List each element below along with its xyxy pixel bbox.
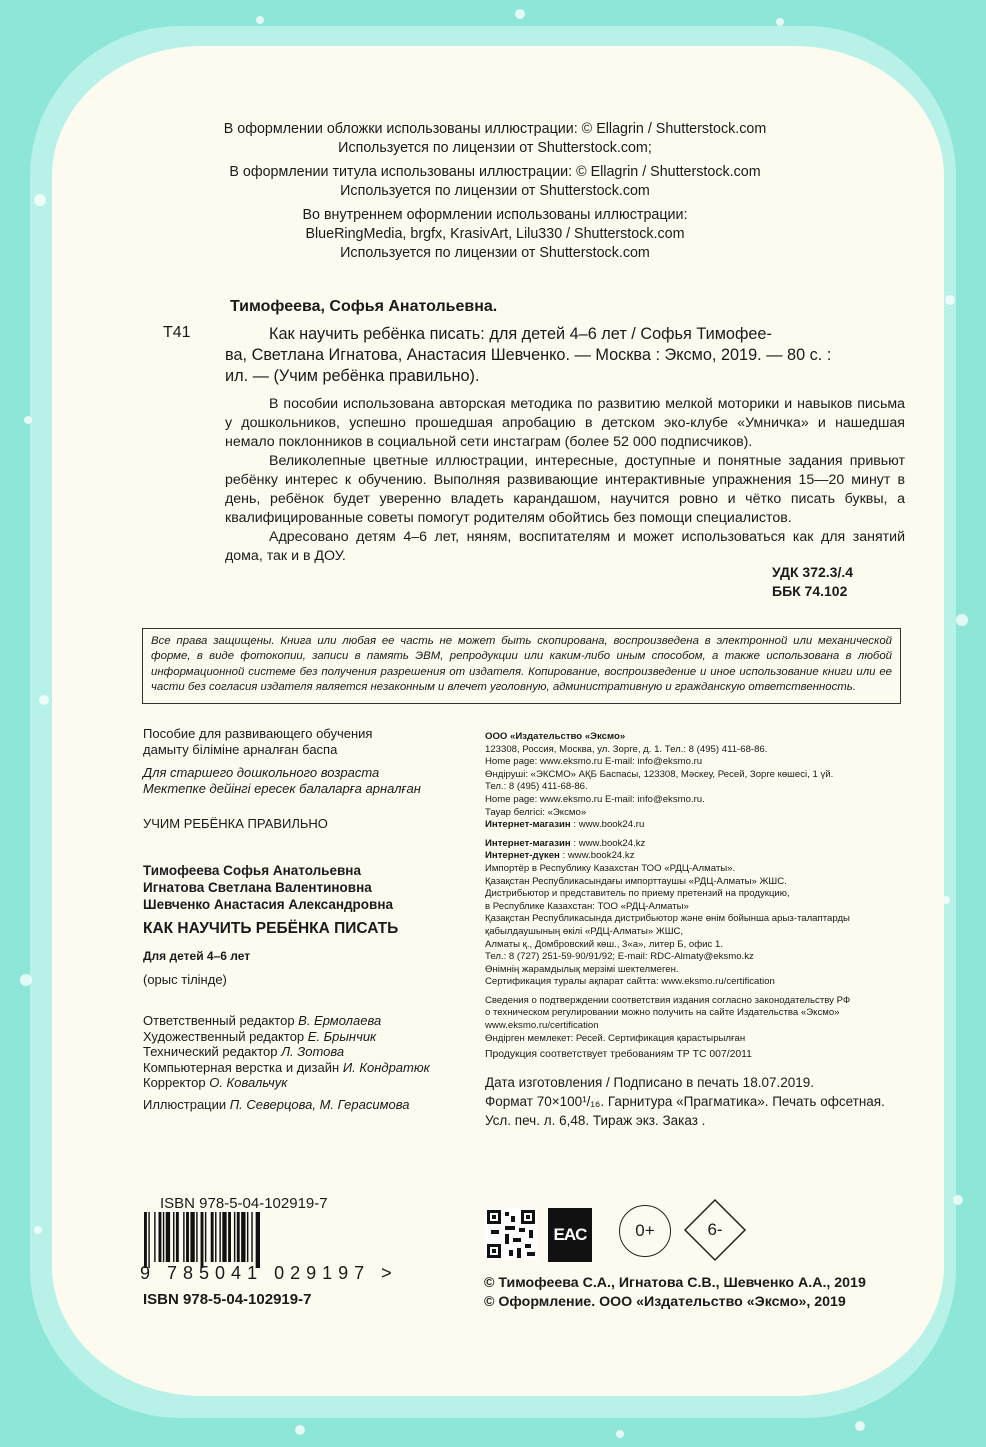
credit-line: Используется по лицензии от Shutterstock.com <box>340 183 650 199</box>
age-rating-6-label: 6- <box>707 1220 723 1239</box>
bbk-code: ББК 74.102 <box>772 583 848 599</box>
cert-line: о техническом регулировании можно получить на сайте Издательства «Эксмо» <box>485 1007 840 1019</box>
bibliographic-record <box>225 324 905 387</box>
age-rating-0-icon: 0+ <box>619 1205 671 1257</box>
shop-label: Интернет-магазин <box>485 819 571 831</box>
publisher-line: Home page: www.eksmo.ru E-mail: info@eksmo.ru. <box>485 793 705 805</box>
credit-line: Во внутреннем оформлении использованы иллюстрации: <box>302 207 688 223</box>
publisher-line: Қазақстан Республикасындағы импорттаушы «РДЦ-Алматы» ЖШС. <box>485 875 787 887</box>
barcode-bar <box>241 1212 245 1262</box>
publisher-line: Тауар белгісі: «Эксмо» <box>485 806 587 818</box>
barcode-bar <box>176 1212 179 1262</box>
print-details <box>485 1073 885 1130</box>
annotation <box>225 395 905 566</box>
publisher-line: 123308, Россия, Москва, ул. Зорге, д. 1. Тел.: 8 (495) 411-68-86. <box>485 743 768 755</box>
udk-code: УДК 372.3/.4 <box>772 564 854 580</box>
annotation-paragraph: В пособии использована авторская методика по развитию мелкой моторики и навыков письма у дошкольников, успешно прошедшая апробацию в детском эко-клубе «Умничка» и нашедшая немало поклонников в социальной сети инстаграм (более 52 000 подписчиков). <box>225 396 905 450</box>
staff-line <box>143 1029 430 1045</box>
credit-line: Используется по лицензии от Shutterstock.com <box>340 245 650 261</box>
copyright-line: © Оформление. ООО «Издательство «Эксмо», 2019 <box>484 1294 846 1310</box>
publisher-block <box>485 731 905 1062</box>
credit-line: BlueRingMedia, brgfx, KrasivArt, Lilu330 / Shutterstock.com <box>305 226 685 242</box>
staff-line <box>143 1013 430 1029</box>
publisher-name: ООО «Издательство «Эксмо» <box>485 731 626 742</box>
staff-person: В. Ермолаева <box>298 1013 382 1028</box>
barcode-bar <box>251 1212 252 1262</box>
rights-notice: Все права защищены. Книга или любая ее часть не может быть скопирована, воспроизведена в электронной или механической форме, в виде фотокопии, записи в память ЭВМ, репродукции или каким-либо иным способом, а также использована в любой информационной системе без получения разрешения от издателя. Копирование, воспроизведение и иное использование книги или ее части без согласия издателя является незаконным и влечет уголовную, административную и гражданскую ответственность. <box>142 628 901 704</box>
staff-role: Ответственный редактор <box>143 1013 299 1028</box>
purpose-line: Пособие для развивающего обучения <box>143 726 373 741</box>
series-name: УЧИМ РЕБЁНКА ПРАВИЛЬНО <box>143 816 328 831</box>
age-line: Для старшего дошкольного возраста <box>143 765 380 780</box>
shop-url: : www.book24.ru <box>570 819 645 831</box>
publisher-line: Өндіруші: «ЭКСМО» АҚБ Баспасы, 123308, Мәскеу, Ресей, Зорге көшесі, 1 үй. <box>485 768 834 780</box>
qr-code-icon <box>485 1208 537 1260</box>
barcode-bar <box>201 1212 204 1268</box>
publisher-line: Тел.: 8 (727) 251-59-90/91/92; E-mail: RDC-Almaty@eksmo.kz <box>485 951 754 963</box>
barcode-bar <box>211 1212 214 1262</box>
inner-credits <box>150 206 840 263</box>
shop-label: Интернет-магазин <box>485 837 571 849</box>
author-name: Игнатова Светлана Валентиновна <box>143 880 372 895</box>
staff-line <box>143 1044 430 1060</box>
barcode-bar <box>154 1212 155 1262</box>
bib-line: Как научить ребёнка писать: для детей 4–6 лет / Софья Тимофее- <box>269 325 772 343</box>
publisher-line: Импортёр в Республику Казахстан ТОО «РДЦ-Алматы». <box>485 862 736 874</box>
staff-role: Художественный редактор <box>143 1028 308 1044</box>
print-line: Усл. печ. л. 6,48. Тираж экз. Заказ . <box>485 1113 706 1128</box>
staff-person: О. Ковальчук <box>209 1075 288 1090</box>
print-line: Формат 70×100¹/₁₆. Гарнитура «Прагматика». Печать офсетная. <box>485 1094 885 1109</box>
barcode-bar <box>163 1212 164 1262</box>
barcode-bar <box>196 1212 197 1262</box>
author-name: Шевченко Анастасия Александровна <box>143 897 394 912</box>
staff-person: П. Северцова, М. Герасимова <box>229 1097 410 1112</box>
credit-line: Используется по лицензии от Shutterstock.com; <box>338 140 652 156</box>
publisher-line: Home page: www.eksmo.ru E-mail: info@eksmo.ru <box>485 756 703 768</box>
barcode-bar <box>219 1212 220 1262</box>
purpose-line: дамыту біліміне арналған баспа <box>143 742 338 757</box>
catalog-author: Тимофеева, Софья Анатольевна. <box>230 298 498 315</box>
shop-url: : www.book24.kz <box>559 850 635 862</box>
illustrators <box>143 1097 409 1113</box>
barcode-bar <box>215 1212 216 1262</box>
staff-role: Технический редактор <box>143 1044 282 1059</box>
staff-role: Компьютерная верстка и дизайн <box>143 1059 343 1075</box>
shop-label: Интернет-дүкен <box>485 850 560 862</box>
barcode-bar <box>144 1212 147 1268</box>
catalog-code: Т41 <box>163 324 191 341</box>
copyright-block <box>484 1274 866 1312</box>
staff-person: Л. Зотова <box>281 1044 345 1059</box>
barcode-bar <box>159 1212 162 1262</box>
author-name: Тимофеева Софья Анатольевна <box>143 863 361 878</box>
annotation-paragraph: Адресовано детям 4–6 лет, няням, воспитателям и может использоваться как для занятий дома, так и в ДОУ. <box>225 529 905 564</box>
cover-credits <box>150 120 840 158</box>
barcode-bar <box>222 1212 226 1262</box>
title-credits <box>150 163 840 201</box>
staff-line <box>143 1060 430 1076</box>
isbn-bottom: ISBN 978-5-04-102919-7 <box>143 1291 312 1308</box>
age-block <box>143 765 421 797</box>
publisher-line: Тел.: 8 (495) 411-68-86. <box>485 781 588 793</box>
publisher-line: Дистрибьютор и представитель по приему претензий на продукцию, <box>485 888 790 900</box>
staff-role: Иллюстрации <box>143 1097 230 1112</box>
barcode-bar <box>166 1212 170 1262</box>
barcode-bar <box>186 1212 189 1262</box>
barcode-digits: 9 785041 029197 > <box>140 1263 398 1283</box>
barcode-bar <box>247 1212 248 1262</box>
staff-role: Корректор <box>143 1075 210 1090</box>
publisher-line: Қазақстан Республикасында дистрибьютор және өнім бойынша арыз-талаптарды <box>485 913 850 925</box>
for-ages: Для детей 4–6 лет <box>143 949 251 963</box>
print-line: Дата изготовления / Подписано в печать 18.07.2019. <box>485 1075 814 1090</box>
language-note: (орыс тілінде) <box>143 972 227 987</box>
bib-line: ва, Светлана Игнатова, Анастасия Шевченко. — Москва : Эксмо, 2019. — 80 с. : <box>225 346 832 364</box>
cert-line: Өндірген мемлекет: Ресей. Сертификация қарастырылған <box>485 1032 746 1044</box>
publisher-line: Өнімнің жарамдылық мерзімі шектелмеген. <box>485 963 679 975</box>
barcode-bar <box>234 1212 235 1262</box>
shop-url: : www.book24.kz <box>570 837 646 849</box>
credit-line: В оформлении обложки использованы иллюстрации: © Ellagrin / Shutterstock.com <box>223 121 767 137</box>
staff-person: Е. Брынчик <box>307 1028 377 1044</box>
staff-line <box>143 1075 430 1091</box>
cert-line: Сведения о подтверждении соответствия издания согласно законодательству РФ <box>485 994 851 1006</box>
publisher-line: Сертификация туралы ақпарат сайтта: www.eksmo.ru/certification <box>485 976 775 988</box>
authors-block <box>143 862 393 913</box>
cert-line: www.eksmo.ru/certification <box>485 1020 599 1032</box>
staff-person: И. Кондратюк <box>342 1059 430 1075</box>
eac-mark-icon: EAC <box>548 1208 592 1262</box>
publisher-line: қабылдаушының өкілі «РДЦ-Алматы» ЖШС, <box>485 925 684 937</box>
bib-line: ил. — (Учим ребёнка правильно). <box>225 367 480 385</box>
shop-line <box>485 850 905 863</box>
staff-block <box>143 1013 430 1091</box>
isbn-top: ISBN 978-5-04-102919-7 <box>160 1195 328 1212</box>
barcode-bar <box>205 1212 206 1262</box>
barcode-bar <box>173 1212 174 1262</box>
classification-codes <box>772 563 853 601</box>
credit-line: В оформлении титула использованы иллюстрации: © Ellagrin / Shutterstock.com <box>229 164 761 180</box>
barcode-bar <box>228 1212 231 1262</box>
shop-line <box>485 819 905 832</box>
publisher-line: в Республике Казахстан: ТОО «РДЦ-Алматы» <box>485 900 689 912</box>
publisher-line: Алматы қ., Домбровский көш., 3«а», литер Б, офис 1. <box>485 938 723 950</box>
shop-line <box>485 838 905 851</box>
age-rating-6-icon <box>683 1198 747 1262</box>
tr-compliance: Продукция соответствует требованиям ТР ТС 007/2011 <box>485 1049 752 1061</box>
annotation-paragraph: Великолепные цветные иллюстрации, интересные, доступные и понятные задания привьют ребёнку интерес к обучению. Выполняя развивающие интерактивные упражнения 15—20 минут в день, ребёнок будет уверенно владеть карандашом, научится ровно и чётко писать буквы, а квалифицированные советы помогут родителям обойтись без помощи специалистов. <box>225 453 905 526</box>
purpose-block <box>143 726 372 758</box>
barcode-bar <box>190 1212 194 1262</box>
barcode-bar <box>183 1212 184 1262</box>
book-title: КАК НАУЧИТЬ РЕБЁНКА ПИСАТЬ <box>143 920 399 937</box>
barcode-bar <box>256 1212 260 1268</box>
age-line: Мектепке дейінгі ересек балаларға арналған <box>143 781 421 796</box>
copyright-line: © Тимофеева С.А., Игнатова С.В., Шевченко А.А., 2019 <box>484 1275 866 1291</box>
barcode-bar <box>148 1212 149 1268</box>
barcode-bar <box>237 1212 240 1262</box>
